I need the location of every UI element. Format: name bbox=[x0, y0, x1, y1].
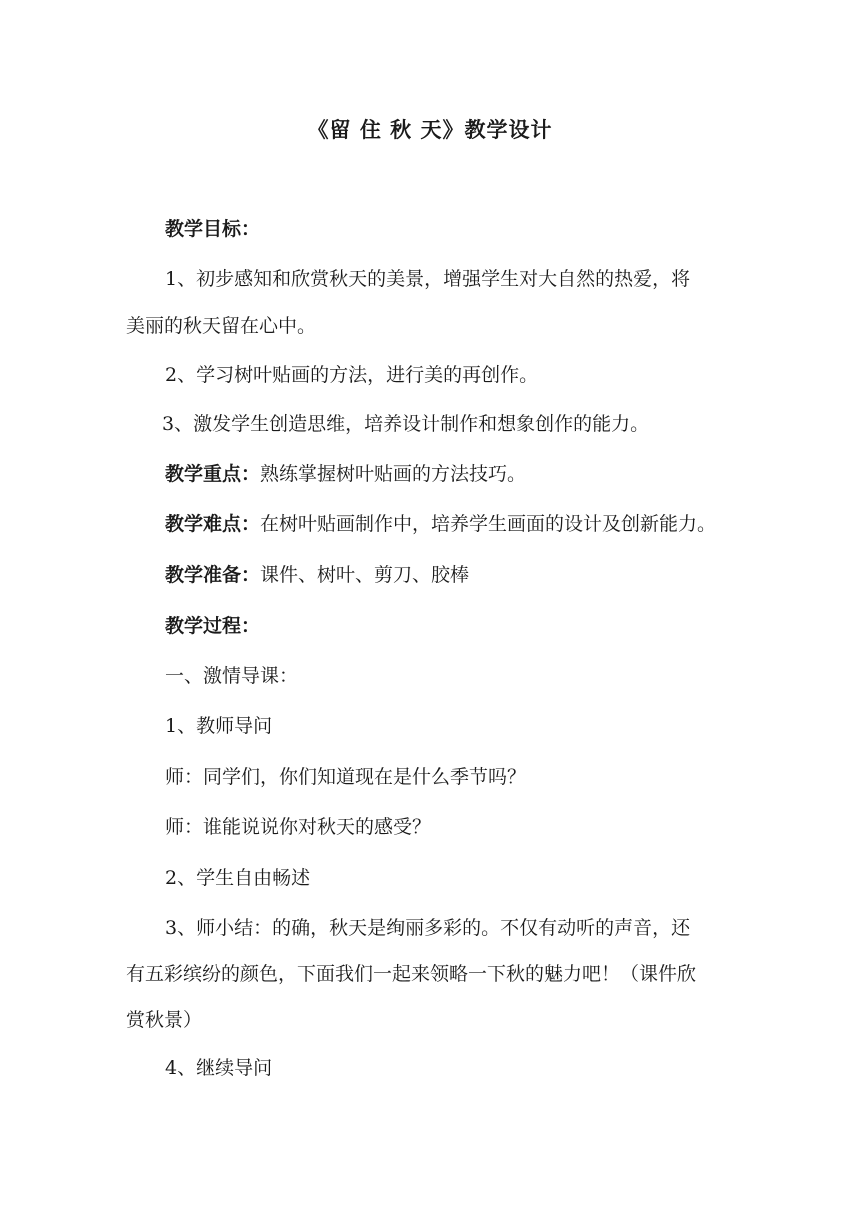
objective-2: 2、学习树叶贴画的方法，进行美的再创作。 bbox=[165, 364, 539, 386]
objectives-heading: 教学目标： bbox=[165, 218, 261, 240]
section-1-heading: 一、激情导课： bbox=[165, 665, 299, 687]
difficulty-paragraph bbox=[165, 512, 716, 536]
step-3-line-2: 有五彩缤纷的颜色，下面我们一起来领略一下秋的魅力吧！（课件欣 bbox=[126, 963, 697, 985]
difficulty-text: 在树叶贴画制作中，培养学生画面的设计及创新能力。 bbox=[260, 513, 717, 535]
difficulty-label: 教学难点： bbox=[165, 513, 261, 535]
teacher-question-1: 师：同学们，你们知道现在是什么季节吗？ bbox=[165, 766, 527, 788]
teacher-question-2: 师：谁能说说你对秋天的感受？ bbox=[165, 816, 432, 838]
key-point-paragraph bbox=[165, 462, 526, 486]
step-4: 4、继续导问 bbox=[165, 1057, 273, 1079]
key-point-label: 教学重点： bbox=[165, 463, 261, 485]
step-2: 2、学生自由畅述 bbox=[165, 867, 311, 889]
preparation-label: 教学准备： bbox=[165, 564, 261, 586]
objective-1-line-2: 美丽的秋天留在心中。 bbox=[126, 315, 317, 337]
step-3-line-3: 赏秋景） bbox=[126, 1009, 203, 1031]
preparation-text: 课件、树叶、剪刀、胶棒 bbox=[260, 564, 470, 586]
objective-1-line-1: 1、初步感知和欣赏秋天的美景，增强学生对大自然的热爱，将 bbox=[165, 268, 691, 290]
document-title: 《留 住 秋 天》教学设计 bbox=[307, 117, 553, 142]
preparation-paragraph bbox=[165, 563, 469, 587]
key-point-text: 熟练掌握树叶贴画的方法技巧。 bbox=[260, 463, 527, 485]
process-heading: 教学过程： bbox=[165, 615, 261, 637]
objective-3: 3、激发学生创造思维，培养设计制作和想象创作的能力。 bbox=[162, 413, 650, 435]
step-3-line-1: 3、师小结：的确，秋天是绚丽多彩的。不仅有动听的声音，还 bbox=[165, 917, 691, 939]
step-1: 1、教师导问 bbox=[165, 715, 273, 737]
